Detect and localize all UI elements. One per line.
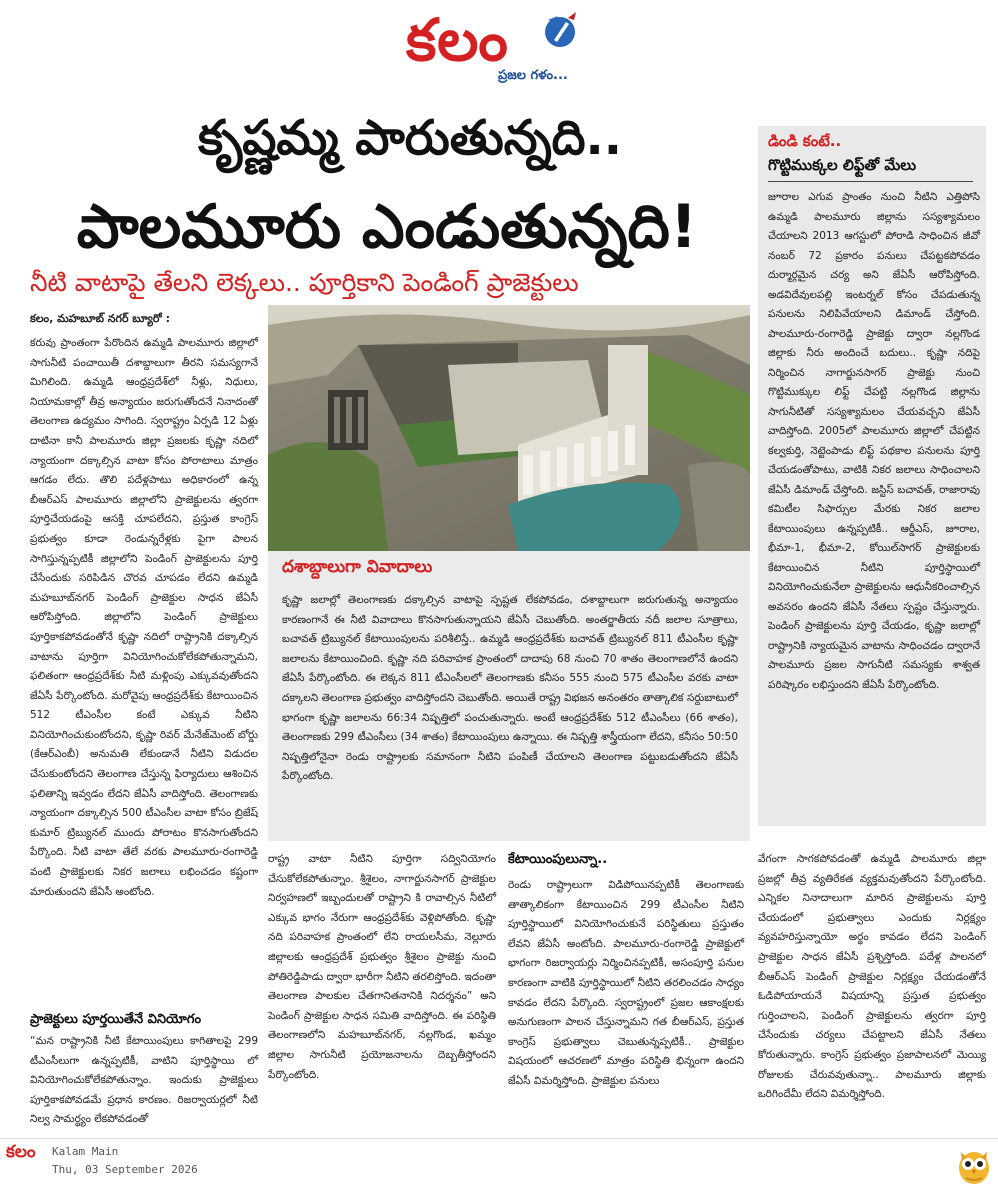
dam-photo — [268, 305, 750, 551]
headline-line-1: కృష్ణమ్మ పారుతున్నది.. — [197, 110, 623, 166]
owl-icon[interactable] — [956, 1142, 992, 1186]
byline: కలం, మహబూబ్ నగర్ బ్యూరో : — [30, 312, 170, 325]
sidebar-box — [758, 126, 986, 826]
masthead — [380, 8, 620, 88]
edition-name: Kalam Main — [52, 1145, 119, 1158]
sidebar-body: జూరాల ఎగువ ప్రాంతం నుంచి నీటిని ఎత్తిపోసి ఉమ్మడి పాలమూరు జిల్లాను సస్యశ్యామలం చేయాలని 2013 ఆగస్టులో పోరాడి సాధించిన జీవో నంబర్ 72 ప్రకారం పనులు చేపట్టకపోవడం దుర్మార్గమైన చర్య అని జేఏసీ ఆరోపిస్తోంది. అడవిదేవులపల్లి ఇంటర్నల్ కోసం చేపడుతున్న పనులను నిలిపివేయాలని డిమాండ్ చేస్తోంది. పాలమూరు-రంగారెడ్డి ప్రాజెక్టు ద్వారా నల్లగొండ జిల్లాకు నీరు అందించే బదులు.. కృష్ణా నదిపై నిర్మించిన నాగార్జునసాగర్ ప్రాజెక్టు నుంచి గొట్టిముక్కుల లిఫ్ట్ చేపట్టి నల్లగొండ జిల్లాను సాగునీటితో సస్యశ్యామలం చేయవచ్చని జేఏసీ వాదిస్తోంది. 2005లో పాలమూరు జిల్లాలో చేపట్టిన కల్వకుర్తి, నెట్టెంపాడు లిఫ్ట్ పథకాల పనులను పూర్తి చేయడంతోపాటు, వాటికి నికర జలాలు సాధించాలని జేఏసీ డిమాండ్ చేస్తోంది. జస్టిస్ బచావత్, రాజారావు కమిటీల సిఫార్సుల మేరకు నికర జలాల కేటాయింపులు ఉన్నప్పటికీ.. ఆర్డీఎస్, జూరాల, భీమా-1, భీమా-2, కోయిల్‌సాగర్ ప్రాజెక్టులకు కేటాయించిన నీటిని పూర్తిస్థాయిలో వినియోగించుకునేలా ప్రాజెక్టులను ఆధునీకరించాల్సిన అవసరం ఉందని జేఏసీ నేతలు స్పష్టం చేస్తున్నారు. పెండింగ్ ప్రాజెక్టులను పూర్తి చేయడం, కృష్ణా జలాల్లో రాష్ట్రానికి న్యాయమైన వాటాను సాధించడం ద్వారానే పాలమూరు ప్రజల సాగునీటి సమస్యకు శాశ్వత పరిష్కారం లభిస్తుందని జేఏసీ పేర్కొంటోంది. — [768, 191, 980, 691]
article-column-3: రెండు రాష్ట్రాలుగా విడిపోయినప్పటికీ తెలంగాణకు తాత్కాలికంగా కేటాయించిన 299 టీఎంసీల నీటిని పూర్తిస్థాయిలో వినియోగించుకునే పరిస్థితులు ప్రస్తుతం లేవని జేఏసీ అంటోంది. పాలమూరు-రంగారెడ్డి ప్రాజెక్టులో భాగంగా రిజర్వాయర్లు నిర్మించినప్పటికీ, అసంపూర్తి పనుల కారణంగా వాటికి పూర్తిస్థాయిలో నీటిని తరలించడం సాధ్యం కావడం లేదని పేర్కొంది. స్వరాష్ట్రంలో ప్రజల ఆకాంక్షలకు అనుగుణంగా పాలన చేస్తున్నామని గత బీఆర్ఎస్, ప్రస్తుత కాంగ్రెస్ ప్రభుత్వాలు చెబుతున్నప్పటికీ.. ప్రాజెక్టుల విషయంలో ఆచరణలో మాత్రం పరిస్థితి భిన్నంగా ఉందని జేఏసీ విమర్శిస్తోంది. ప్రాజెక్టుల పనులు — [508, 879, 744, 1087]
subheadline: నీటి వాటాపై తేలని లెక్కలు.. పూర్తికాని పెండింగ్ ప్రాజెక్టులు — [30, 268, 579, 297]
newspaper-logo: కలం — [406, 6, 509, 74]
column-3-subhead: కేటాయింపులున్నా.. — [508, 852, 608, 867]
article-column-1: కరువు ప్రాంతంగా పేరొందిన ఉమ్మడి పాలమూరు జిల్లాలో సాగునీటి పంచాయితీ దశాబ్దాలుగా తీరని సమస్యగానే మిగిలింది. ఉమ్మడి ఆంధ్రప్రదేశ్‌లో నీళ్లు, నిధులు, నియామకాల్లో తీవ్ర అన్యాయం జరుగుతోందనే నినాదంతో తెలంగాణ ఉద్యమం సాగింది. స్వరాష్ట్రం ఏర్పడి 12 ఏళ్లు దాటినా కానీ పాలమూరు జిల్లా ప్రజలకు కృష్ణా నదిలో న్యాయంగా దక్కాల్సిన వాటా కోసం పోరాటాలు మాత్రం ఆగడం లేదు. తొలి పదేళ్లపాటు అధికారంలో ఉన్న బీఆర్ఎస్ పాలమూరు జిల్లాలోని ప్రాజెక్టులను త్వరగా పూర్తిచేయడంపై ఆసక్తి చూపలేదని, ప్రస్తుత కాంగ్రెస్ ప్రభుత్వం కూడా రెండున్నరేళ్లకు పైగా పాలన సాగిస్తున్నప్పటికీ జిల్లాలోని పెండింగ్ ప్రాజెక్టులను పూర్తి చేసేందుకు సరిపిడిన చొరవ చూపడం లేదని ఉమ్మడి మహబూబ్‌నగర్ పెండింగ్ ప్రాజెక్టుల సాధన జేఏసీ ఆరోపిస్తోంది. జిల్లాలోని పెండింగ్ ప్రాజెక్టులు పూర్తికాకపోవడంతోనే కృష్ణా నదిలో రాష్ట్రానికి దక్కాల్సిన వాటాను పూర్తిగా వినియోగించుకోలేకపోతున్నామని, ఫలితంగా ఆంధ్రప్రదేశ్‌కు నీటి మళ్లింపు ఎక్కువవుతోందని జేఏసీ పేర్కొంటోంది. మరోవైపు ఆంధ్రప్రదేశ్‌కు కేటాయించిన 512 టీఎంసీల కంటే ఎక్కువ నీటిని వినియోగించుకుంటోందని, కృష్ణా రివర్ మేనేజ్‌మెంట్ బోర్డు (కేఆర్ఎంబీ) అనుమతి లేకుండానే నీటిని విడుదల చేసుకుంటోందని తెలంగాణ చేస్తున్న ఫిర్యాదులు ఆశించిన ఫలితాన్ని ఇవ్వడం లేదని జేఏసీ వాదిస్తోంది. తెలంగాణకు న్యాయంగా దక్కాల్సిన 500 టీఎంసీల వాటా కోసం బ్రిజేష్ కుమార్ ట్రిబ్యునల్ ముందు పోరాటం కొనసాగుతోందని పేర్కొంది. నీటి వాటా తేలే వరకు పాలమూరు-రంగారెడ్డి వంటి ప్రాజెక్టులకు నికర జలాలు లభించడం కష్టంగా మారుతుందని జేఏసీ అంటోంది. — [30, 337, 258, 898]
sidebar-title: గొట్టిముక్కల లిఫ్ట్‌తో మేలు — [768, 156, 973, 182]
feature-box-body: కృష్ణా జలాల్లో తెలంగాణకు దక్కాల్సిన వాటాపై స్పష్టత లేకపోవడం, దశాబ్దాలుగా జరుగుతున్న అన్యాయం కారణంగానే ఈ నీటి వివాదాలు కొనసాగుతున్నాయని జేఏసీ చెబుతోంది. అంతర్జాతీయ నదీ జలాల సూత్రాలు, బచావత్ ట్రిబ్యునల్ కేటాయింపులను పరిశీలిస్తే.. ఉమ్మడి ఆంధ్రప్రదేశ్‌కు బచావత్ ట్రిబ్యునల్ 811 టీఎంసీల కృష్ణా జలాలను కేటాయించింది. కృష్ణా నది పరివాహక ప్రాంతంలో దాదాపు 68 నుంచి 70 శాతం తెలంగాణలోనే ఉందని జేఏసీ పేర్కొంటోంది. ఈ లెక్కన 811 టీఎంసీలలో తెలంగాణకు కనీసం 555 నుంచి 575 టీఎంసీల వరకు వాటా దక్కాలని తెలంగాణ ప్రభుత్వం వాదిస్తోందని చెబుతోంది. అయితే రాష్ట్ర విభజన అనంతరం తాత్కాలిక సర్దుబాటులో భాగంగా కృష్ణా జలాలను 66:34 నిష్పత్తిలో పంచుతున్నారు. అంటే ఆంధ్రప్రదేశ్‌కు 512 టీఎంసీలు (66 శాతం), తెలంగాణకు 299 టీఎంసీలు (34 శాతం) కేటాయింపులు ఉన్నాయి. ఈ నిష్పత్తి శాస్త్రీయంగా లేదని, కనీసం 50:50 నిష్పత్తిలోనైనా రెండు రాష్ట్రాలకు సమానంగా నీటిని పంపిణీ చేయాలని తెలంగాణ పట్టుబడుతోందని జేఏసీ పేర్కొంటోంది. — [282, 594, 738, 783]
feature-box-kicker: దశాబ్దాలుగా వివాదాలు — [282, 557, 433, 577]
footer-logo: కలం — [6, 1142, 36, 1162]
headline-line-2: పాలమూరు ఎండుతున్నది! — [76, 192, 698, 262]
bird-pen-icon — [540, 10, 580, 55]
article-column-1-continued: “మన రాష్ట్రానికి నీటి కేటాయింపులు కాగితాలపై 299 టీఎంసీలుగా ఉన్నప్పటికీ, వాటిని పూర్తిస్థాయి లో వినియోగించుకోలేకపోతున్నాం. ఇందుకు ప్రాజెక్టులు పూర్తికాకపోవడమే ప్రధాన కారణం. రిజర్వాయర్లలో నీటి నిల్వ సామర్థ్యం లేకపోవడంతో — [30, 1035, 258, 1126]
edition-date: Thu, 03 September 2026 — [52, 1163, 198, 1176]
article-column-2: రాష్ట్ర వాటా నీటిని పూర్తిగా సద్వినియోగం చేసుకోలేకపోతున్నాం. శ్రీశైలం, నాగార్జునసాగర్ ప్రాజెక్టుల నిర్వహణలో ఇబ్బందులతో రాష్ట్రాని కి రావాల్సిన నీటిలో ఎక్కువ భాగం నేరుగా ఆంధ్రప్రదేశ్‌కు వెళ్లిపోతోంది. కృష్ణా నది పరివాహక ప్రాంతంలో లేని రాయలసీమ, నెల్లూరు జిల్లాలకు ఆంధ్రప్రదేశ్ ప్రభుత్వం శ్రీశైలం ప్రాజెక్టు నుంచి పోతిరెడ్డిపాడు ద్వారా భారీగా నీటిని తరలిస్తోంది. ఇదంతా తెలంగాణ పాలకుల చేతగానితనానికి నిదర్శనం” అని పెండింగ్ ప్రాజెక్టుల సాధన సమితి వాదిస్తోంది. ఈ పరిస్థితి తెలంగాణలోని మహబూబ్‌నగర్, నల్లగొండ, ఖమ్మం జిల్లాల సాగునీటి ప్రయోజనాలను దెబ్బతీస్తోందని పేర్కొంటోంది. — [268, 853, 496, 1081]
masthead-tagline: ప్రజల గళం... — [498, 68, 568, 83]
column-1-subhead: ప్రాజెక్టులు పూర్తయితేనే వినియోగం — [30, 1012, 202, 1027]
sidebar-kicker: డిండి కంటే.. — [768, 132, 842, 150]
footer-divider — [0, 1138, 998, 1139]
feature-box — [268, 551, 750, 841]
article-column-4: వేగంగా సాగకపోవడంతో ఉమ్మడి పాలమూరు జిల్లా ప్రజల్లో తీవ్ర వ్యతిరేకత వ్యక్తమవుతోందని పేర్కొంటోంది. ఎన్నికల నినాదాలుగా మారిన ప్రాజెక్టులను పూర్తి చేయడంలో ప్రభుత్వాలు ఎందుకు నిర్లక్ష్యం వ్యవహరిస్తున్నాయో అర్థం కావడం లేదని పెండింగ్ ప్రాజెక్టుల సాధన జేఏసీ ప్రశ్నిస్తోంది. పదేళ్ల పాలనలో బీఆర్ఎస్ పెండింగ్ ప్రాజెక్టుల నిర్లక్ష్యం చేయడంతోనే ఓడిపోయాయనే విషయాన్ని ప్రస్తుత ప్రభుత్వం గుర్తించాలని, పెండింగ్ ప్రాజెక్టులను త్వరగా పూర్తి చేసేందుకు చర్యలు చేపట్టాలని జేఏసీ నేతలు కోరుతున్నారు. కాంగ్రెస్ ప్రభుత్వం ప్రజాపాలనలో మెయ్యి రోజులకు చేరువవుతున్నా.. పాలమూరు జిల్లాకు ఒరిగిందేమీ లేదని విమర్శిస్తోంది. — [758, 853, 986, 1101]
